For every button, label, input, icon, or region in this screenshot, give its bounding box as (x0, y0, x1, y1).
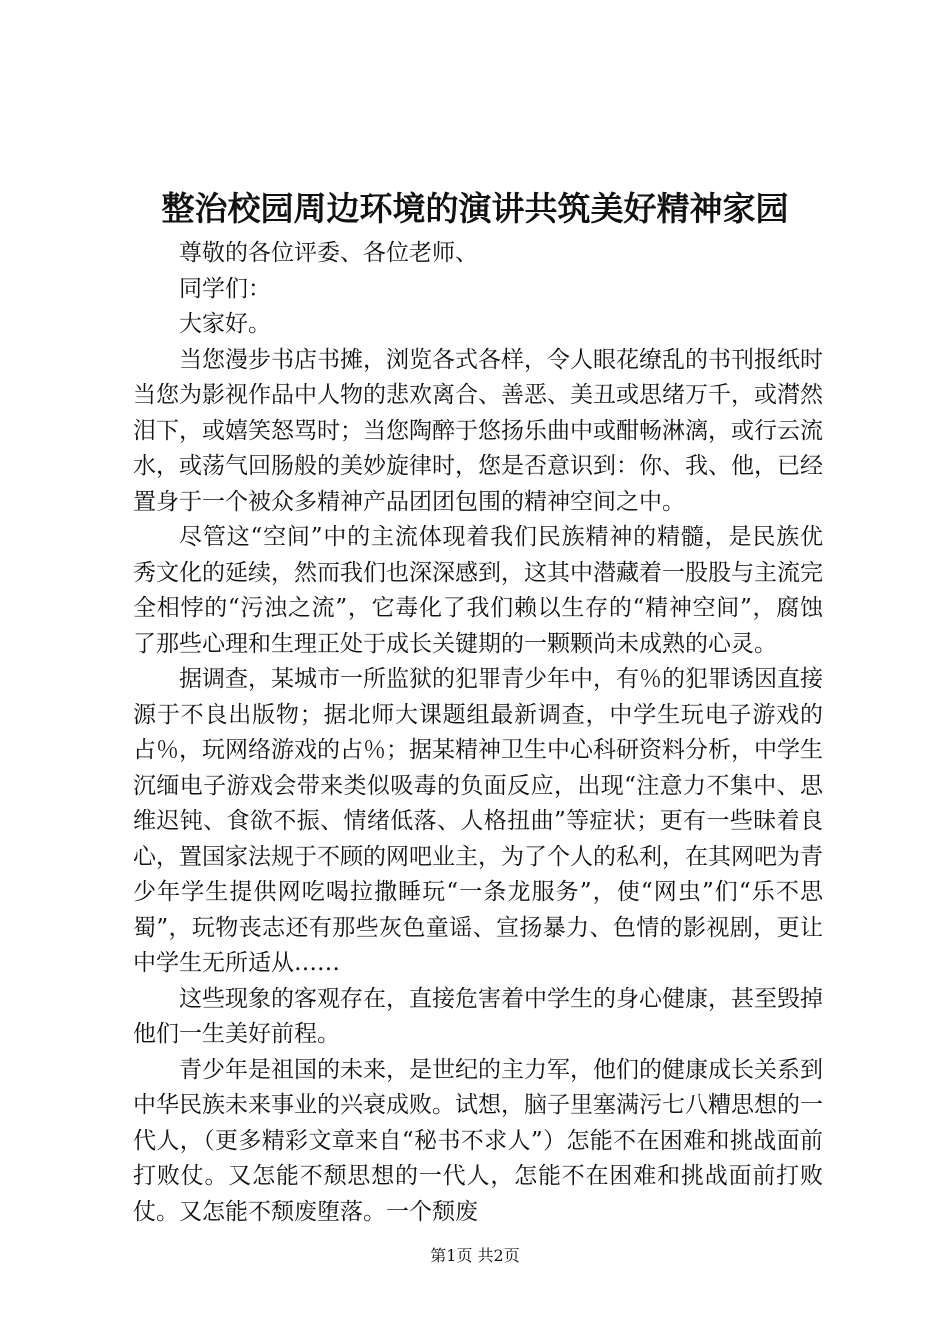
document-title: 整治校园周边环境的演讲共筑美好精神家园 (161, 189, 789, 228)
salutation-line-1: 尊敬的各位评委、各位老师、 (179, 240, 478, 266)
document-body (133, 236, 823, 1230)
paragraph: 据调查，某城市一所监狱的犯罪青少年中，有％的犯罪诱因直接源于不良出版物；据北师大课题组最新调查，中学生玩电子游戏的占％，玩网络游戏的占％；据某精神卫生中心科研资料分析，中学生沉缅电子游戏会带来类似吸毒的负面反应，出现“注意力不集中、思维迟钝、食欲不振、情绪低落、人格扭曲”等症状；更有一些昧着良心，置国家法规于不顾的网吧业主，为了个人的私利，在其网吧为青少年学生提供网吃喝拉撒睡玩“一条龙服务”，使“网虫”们“乐不思蜀”，玩物丧志还有那些灰色童谣、宣扬暴力、色情的影视剧，更让中学生无所适从…… (133, 666, 823, 976)
salutation-line-2: 同学们： (179, 275, 271, 302)
paragraph: 当您漫步书店书摊，浏览各式各样，令人眼花缭乱的书刊报纸时当您为影视作品中人物的悲欢离合、善恶、美丑或思绪万千，或潸然泪下，或嬉笑怒骂时；当您陶醉于悠扬乐曲中或酣畅淋漓，或行云流水，或荡气回肠般的美妙旋律时，您是否意识到：你、我、他，已经置身于一个被众多精神产品团团包围的精神空间之中。 (133, 346, 823, 515)
paragraph: 这些现象的客观存在，直接危害着中学生的身心健康，甚至毁掉他们一生美好前程。 (133, 985, 823, 1047)
paragraph: 尽管这“空间”中的主流体现着我们民族精神的精髓，是民族优秀文化的延续，然而我们也深深感到，这其中潜藏着一股股与主流完全相悖的“污浊之流”，它毒化了我们赖以生存的“精神空间”，腐蚀了那些心理和生理正处于成长关键期的一颗颗尚未成熟的心灵。 (133, 524, 823, 657)
page-number-footer: 第1页 共2页 (430, 1246, 520, 1265)
greeting: 大家好。 (179, 311, 271, 337)
paragraph: 青少年是祖国的未来，是世纪的主力军，他们的健康成长关系到中华民族未来事业的兴衰成败。试想，脑子里塞满污七八糟思想的一代人，（更多精彩文章来自“秘书不求人”）怎能不在困难和挑战面前打败仗。又怎能不颓思想的一代人，怎能不在困难和挑战面前打败仗。又怎能不颓废堕落。一个颓废 (133, 1056, 823, 1225)
